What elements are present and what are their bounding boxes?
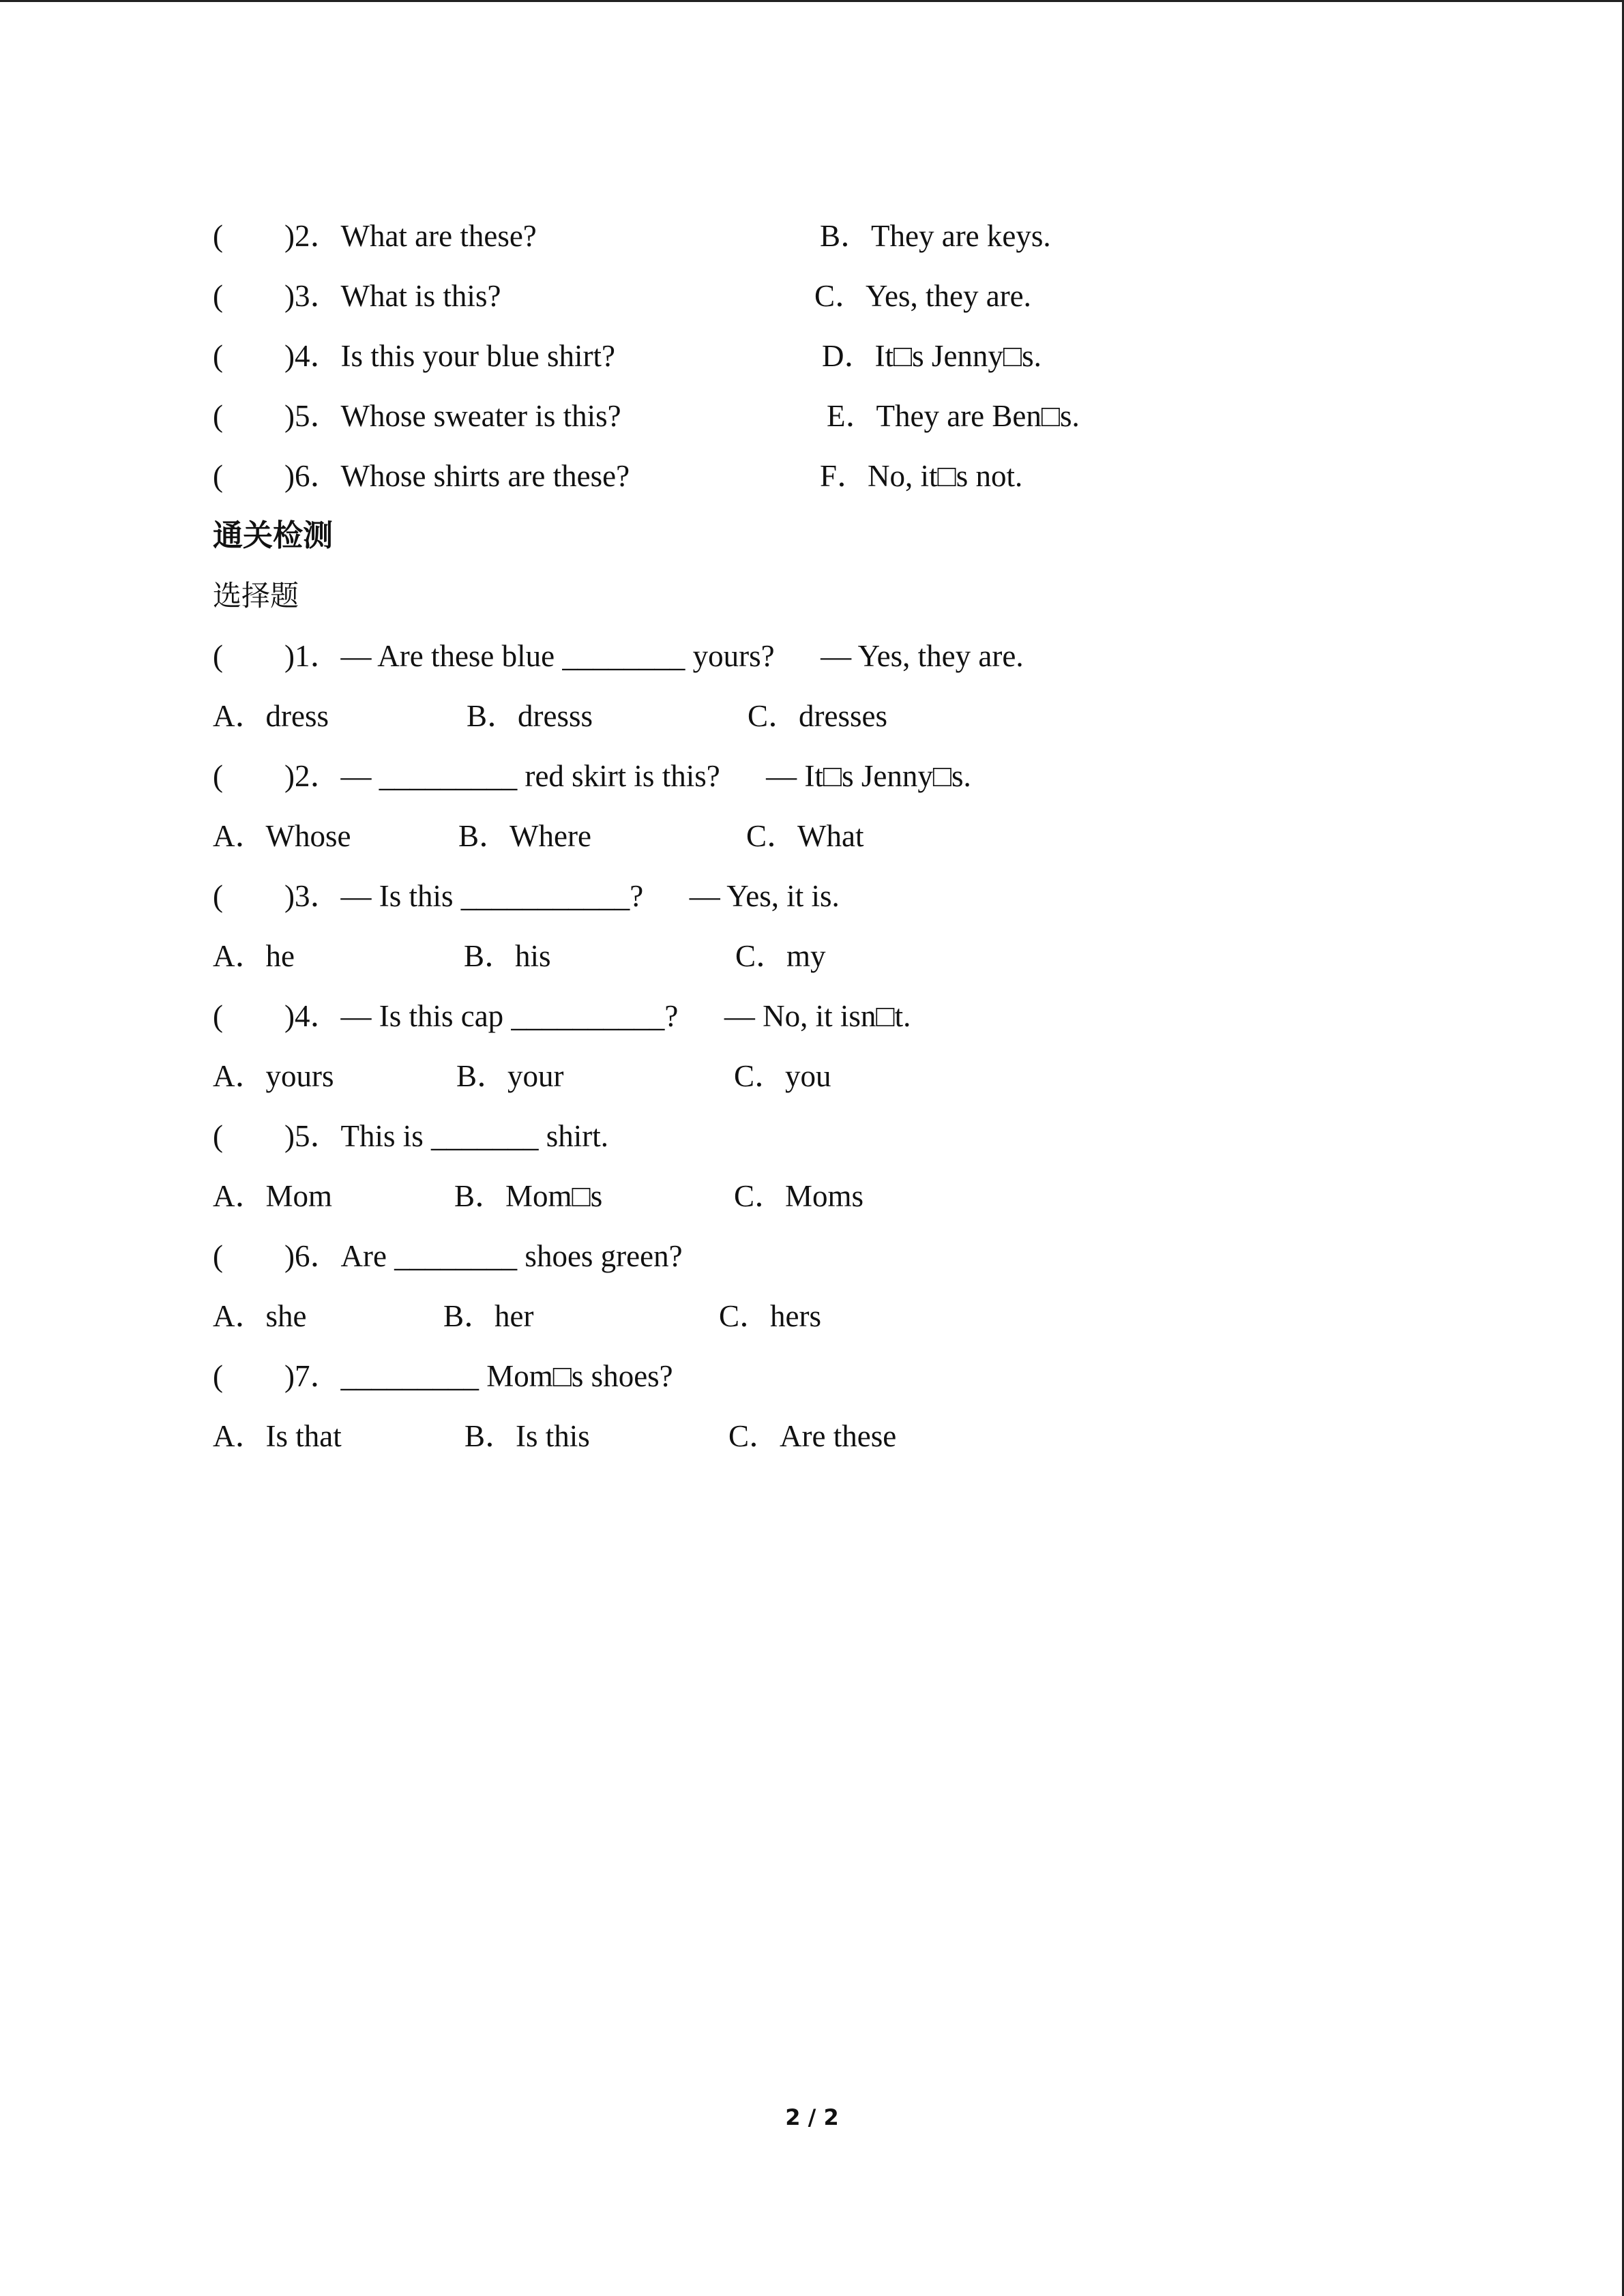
matching-question: ( )2．What are these?: [213, 219, 537, 253]
option-b: B．his: [464, 939, 551, 973]
question-options-row: [0, 689, 1624, 743]
option-b: B．her: [443, 1299, 534, 1333]
question-options-row: [0, 1409, 1624, 1463]
option-c: C．dresses: [748, 699, 887, 733]
question-stem: ( )7．_________ Mom□s shoes?: [213, 1359, 673, 1393]
question-stem-row: [0, 1109, 1624, 1163]
section-title: 通关检测: [213, 518, 333, 553]
matching-answer: D．It□s Jenny□s.: [822, 339, 1042, 373]
question-stem: ( )6．Are ________ shoes green?: [213, 1239, 683, 1273]
option-b: B．dresss: [467, 699, 593, 733]
page-number: 2 / 2: [785, 2104, 839, 2130]
option-b: B．Where: [458, 819, 591, 853]
matching-row: [0, 269, 1624, 323]
matching-question: ( )5．Whose sweater is this?: [213, 399, 621, 433]
question-stem: ( )5．This is _______ shirt.: [213, 1119, 608, 1153]
question-stem-row: [0, 1229, 1624, 1283]
option-a: A．he: [213, 939, 295, 973]
section-subtitle: 选择题: [213, 579, 299, 612]
question-options-row: [0, 1289, 1624, 1343]
question-stem-row: [0, 629, 1624, 683]
option-c: C．my: [735, 939, 826, 973]
option-a: A．Mom: [213, 1179, 333, 1213]
matching-row: [0, 449, 1624, 503]
option-b: B．your: [456, 1059, 564, 1093]
matching-answer: F．No, it□s not.: [820, 459, 1023, 493]
option-b: B．Mom□s: [454, 1179, 603, 1213]
option-c: C．Are these: [728, 1419, 897, 1453]
question-stem-row: [0, 869, 1624, 923]
question-options-row: [0, 1169, 1624, 1223]
option-c: C．hers: [719, 1299, 821, 1333]
question-stem: ( )2．— _________ red skirt is this? — It□s Jenny□s.: [213, 759, 971, 793]
matching-question: ( )4．Is this your blue shirt?: [213, 339, 615, 373]
option-a: A．Whose: [213, 819, 351, 853]
option-a: A．Is that: [213, 1419, 342, 1453]
section-subtitle-row: [0, 569, 1624, 623]
question-options-row: [0, 1049, 1624, 1103]
question-options-row: [0, 929, 1624, 983]
question-stem: ( )4．— Is this cap __________? — No, it isn□t.: [213, 999, 911, 1033]
matching-row: [0, 329, 1624, 383]
matching-answer: E．They are Ben□s.: [827, 399, 1080, 433]
option-a: A．dress: [213, 699, 329, 733]
question-stem-row: [0, 1349, 1624, 1403]
matching-question: ( )6．Whose shirts are these?: [213, 459, 630, 493]
question-options-row: [0, 809, 1624, 863]
question-stem: ( )3．— Is this ___________? — Yes, it is.: [213, 879, 840, 913]
matching-answer: B．They are keys.: [820, 219, 1051, 253]
option-a: A．yours: [213, 1059, 334, 1093]
question-stem-row: [0, 749, 1624, 803]
option-c: C．you: [734, 1059, 831, 1093]
matching-question: ( )3．What is this?: [213, 279, 501, 313]
option-c: C．Moms: [734, 1179, 864, 1213]
matching-row: [0, 389, 1624, 443]
option-a: A．she: [213, 1299, 307, 1333]
option-b: B．Is this: [464, 1419, 590, 1453]
question-stem: ( )1．— Are these blue ________ yours? — Yes, they are.: [213, 639, 1024, 673]
section-title-row: [0, 509, 1624, 563]
matching-row: [0, 209, 1624, 263]
option-c: C．What: [746, 819, 864, 853]
matching-answer: C．Yes, they are.: [814, 279, 1031, 313]
question-stem-row: [0, 989, 1624, 1043]
